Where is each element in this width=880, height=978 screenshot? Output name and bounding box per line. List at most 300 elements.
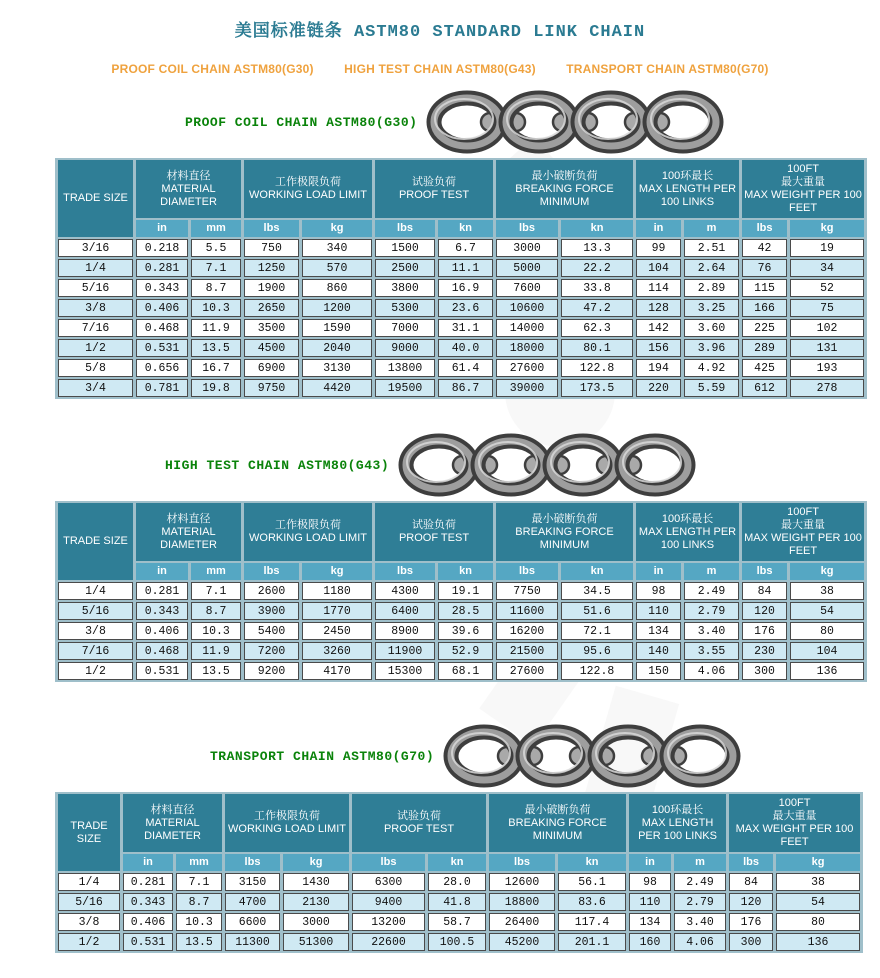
cell-value: 3000 [283,913,349,931]
header-cell-group-3: 最小破断负荷 BREAKING FORCE MINIMUM [496,503,633,561]
cell-value: 0.218 [136,239,188,257]
table-row [58,913,860,931]
cell-value: 166 [742,299,787,317]
cell-value: 2.64 [684,259,739,277]
cell-value: 160 [629,933,671,951]
spec-table-g70 [55,792,863,953]
cell-value: 19.8 [191,379,241,397]
cell-value: 4700 [225,893,280,911]
header-cell-group-2: 试验负荷 PROOF TEST [375,160,493,218]
cell-value: 27600 [496,359,558,377]
cell-value: 8.7 [191,602,241,620]
cell-value: 102 [790,319,864,337]
cell-value: 31.1 [438,319,493,337]
cell-value: 72.1 [561,622,633,640]
cell-value: 2130 [283,893,349,911]
table-row [58,662,864,680]
cell-value: 4420 [302,379,372,397]
cell-value: 860 [302,279,372,297]
cell-trade-size: 3/8 [58,299,133,317]
header-cell-group-2: 试验负荷 PROOF TEST [375,503,493,561]
cell-value: 7000 [375,319,435,337]
cell-value: 278 [790,379,864,397]
unit-cell-1-1: kg [283,854,349,871]
section-head-g70 [210,724,880,788]
cell-value: 115 [742,279,787,297]
table-row [58,259,864,277]
unit-cell-2-1: kn [438,563,493,580]
cell-value: 11600 [496,602,558,620]
cell-value: 1180 [302,582,372,600]
cell-value: 120 [742,602,787,620]
cell-value: 7.1 [176,873,222,891]
cell-value: 230 [742,642,787,660]
cell-value: 23.6 [438,299,493,317]
cell-value: 7.1 [191,259,241,277]
cell-value: 7600 [496,279,558,297]
cell-value: 0.281 [123,873,173,891]
cell-value: 41.8 [428,893,486,911]
cell-value: 18800 [489,893,555,911]
cell-value: 340 [302,239,372,257]
cell-value: 9000 [375,339,435,357]
unit-cell-3-0: lbs [496,220,558,237]
unit-cell-4-0: in [636,220,681,237]
cell-trade-size: 5/16 [58,602,133,620]
cell-value: 2500 [375,259,435,277]
unit-cell-3-0: lbs [496,563,558,580]
unit-cell-2-1: kn [428,854,486,871]
unit-cell-5-0: lbs [742,220,787,237]
section-head-g43 [165,433,880,497]
unit-cell-1-0: lbs [244,220,299,237]
cell-value: 10.3 [176,913,222,931]
cell-value: 4.06 [674,933,726,951]
cell-value: 16200 [496,622,558,640]
cell-value: 11.9 [191,319,241,337]
cell-trade-size: 3/4 [58,379,133,397]
unit-cell-3-0: lbs [489,854,555,871]
cell-value: 16.7 [191,359,241,377]
cell-trade-size: 7/16 [58,319,133,337]
cell-value: 58.7 [428,913,486,931]
cell-value: 7.1 [191,582,241,600]
cell-value: 6.7 [438,239,493,257]
cell-value: 1900 [244,279,299,297]
cell-trade-size: 7/16 [58,642,133,660]
cell-trade-size: 3/8 [58,913,120,931]
table-row [58,319,864,337]
chain-photo-g43 [397,433,697,497]
cell-value: 134 [629,913,671,931]
cell-value: 6900 [244,359,299,377]
cell-value: 10600 [496,299,558,317]
cell-value: 9750 [244,379,299,397]
cell-value: 0.531 [123,933,173,951]
section-g43 [0,433,880,682]
cell-value: 80 [776,913,860,931]
cell-value: 131 [790,339,864,357]
cell-value: 6400 [375,602,435,620]
cell-value: 27600 [496,662,558,680]
cell-value: 13800 [375,359,435,377]
table-row [58,339,864,357]
nav-link-g43[interactable]: HIGH TEST CHAIN ASTM80(G43) [344,62,536,76]
cell-trade-size: 1/4 [58,259,133,277]
cell-value: 140 [636,642,681,660]
table-row [58,239,864,257]
section-g70 [0,724,880,953]
unit-cell-2-1: kn [438,220,493,237]
cell-value: 51300 [283,933,349,951]
header-cell-group-2: 试验负荷 PROOF TEST [352,794,486,852]
cell-value: 9400 [352,893,425,911]
cell-value: 34.5 [561,582,633,600]
cell-value: 42 [742,239,787,257]
header-cell-group-5: 100FT 最大重量 MAX WEIGHT PER 100 FEET [742,160,864,218]
cell-value: 425 [742,359,787,377]
header-cell-group-4: 100环最长 MAX LENGTH PER 100 LINKS [636,160,739,218]
cell-value: 150 [636,662,681,680]
cell-value: 22.2 [561,259,633,277]
section-label-g43: HIGH TEST CHAIN ASTM80(G43) [165,457,390,473]
header-cell-trade-size: TRADE SIZE [58,503,133,580]
cell-value: 0.781 [136,379,188,397]
unit-cell-0-1: mm [191,220,241,237]
cell-value: 110 [629,893,671,911]
cell-value: 52 [790,279,864,297]
unit-cell-4-0: in [629,854,671,871]
table-row [58,582,864,600]
chain-photo-g70 [442,724,742,788]
cell-value: 0.531 [136,339,188,357]
table-row [58,379,864,397]
cell-value: 570 [302,259,372,277]
cell-trade-size: 1/2 [58,662,133,680]
cell-value: 104 [636,259,681,277]
cell-value: 4500 [244,339,299,357]
cell-value: 1770 [302,602,372,620]
cell-value: 16.9 [438,279,493,297]
header-cell-group-1: 工作极限负荷 WORKING LOAD LIMIT [244,160,372,218]
table-row [58,299,864,317]
cell-value: 0.281 [136,259,188,277]
cell-value: 11900 [375,642,435,660]
cell-value: 0.406 [123,913,173,931]
unit-cell-1-1: kg [302,220,372,237]
cell-value: 225 [742,319,787,337]
cell-value: 1250 [244,259,299,277]
table-row [58,642,864,660]
header-cell-group-5: 100FT 最大重量 MAX WEIGHT PER 100 FEET [729,794,860,852]
cell-value: 6300 [352,873,425,891]
unit-cell-3-1: kn [561,563,633,580]
top-nav [0,60,880,78]
cell-value: 120 [729,893,773,911]
cell-value: 8900 [375,622,435,640]
nav-link-g70[interactable]: TRANSPORT CHAIN ASTM80(G70) [566,62,769,76]
unit-cell-1-1: kg [302,563,372,580]
cell-value: 3.55 [684,642,739,660]
spec-table-wrap-g43 [55,501,862,682]
cell-value: 12600 [489,873,555,891]
cell-value: 176 [729,913,773,931]
cell-value: 13.5 [191,339,241,357]
cell-value: 0.343 [123,893,173,911]
header-cell-group-1: 工作极限负荷 WORKING LOAD LIMIT [244,503,372,561]
cell-value: 4300 [375,582,435,600]
cell-value: 15300 [375,662,435,680]
cell-value: 61.4 [438,359,493,377]
unit-cell-2-0: lbs [352,854,425,871]
table-row [58,893,860,911]
cell-value: 62.3 [561,319,633,337]
cell-value: 194 [636,359,681,377]
unit-cell-3-1: kn [558,854,626,871]
cell-value: 68.1 [438,662,493,680]
unit-cell-1-0: lbs [244,563,299,580]
cell-value: 136 [776,933,860,951]
cell-value: 18000 [496,339,558,357]
unit-cell-5-0: lbs [729,854,773,871]
cell-value: 0.656 [136,359,188,377]
cell-value: 22600 [352,933,425,951]
table-row [58,873,860,891]
cell-value: 173.5 [561,379,633,397]
cell-value: 13.5 [176,933,222,951]
cell-value: 3.96 [684,339,739,357]
header-cell-group-0: 材料直径 MATERIAL DIAMETER [136,160,241,218]
table-row [58,933,860,951]
cell-value: 38 [790,582,864,600]
cell-value: 80.1 [561,339,633,357]
cell-value: 0.468 [136,319,188,337]
cell-value: 0.468 [136,642,188,660]
cell-value: 8.7 [176,893,222,911]
cell-trade-size: 1/2 [58,933,120,951]
cell-value: 13.5 [191,662,241,680]
unit-cell-0-0: in [123,854,173,871]
cell-value: 2.49 [674,873,726,891]
unit-cell-5-1: kg [790,220,864,237]
page-title: 美国标准链条 ASTM80 STANDARD LINK CHAIN [234,23,646,42]
cell-value: 3000 [496,239,558,257]
cell-value: 8.7 [191,279,241,297]
sections-container [0,90,880,953]
cell-value: 3150 [225,873,280,891]
cell-value: 75 [790,299,864,317]
header-cell-trade-size: TRADE SIZE [58,794,120,871]
cell-value: 98 [636,582,681,600]
cell-value: 11300 [225,933,280,951]
cell-value: 220 [636,379,681,397]
cell-trade-size: 5/16 [58,893,120,911]
unit-cell-0-0: in [136,563,188,580]
cell-value: 7750 [496,582,558,600]
cell-value: 100.5 [428,933,486,951]
cell-trade-size: 3/8 [58,622,133,640]
unit-cell-4-1: m [684,563,739,580]
unit-cell-4-0: in [636,563,681,580]
header-cell-group-0: 材料直径 MATERIAL DIAMETER [136,503,241,561]
cell-value: 38 [776,873,860,891]
cell-value: 2.79 [684,602,739,620]
header-cell-group-4: 100环最长 MAX LENGTH PER 100 LINKS [629,794,726,852]
header-cell-group-1: 工作极限负荷 WORKING LOAD LIMIT [225,794,349,852]
cell-value: 750 [244,239,299,257]
cell-value: 104 [790,642,864,660]
cell-value: 1200 [302,299,372,317]
cell-value: 84 [742,582,787,600]
cell-value: 33.8 [561,279,633,297]
cell-value: 98 [629,873,671,891]
cell-value: 13.3 [561,239,633,257]
cell-value: 300 [729,933,773,951]
cell-value: 2.89 [684,279,739,297]
cell-value: 5.59 [684,379,739,397]
nav-link-g30[interactable]: PROOF COIL CHAIN ASTM80(G30) [111,62,314,76]
chain-photo-g30 [425,90,725,154]
unit-cell-1-0: lbs [225,854,280,871]
cell-value: 2.49 [684,582,739,600]
header-cell-group-3: 最小破断负荷 BREAKING FORCE MINIMUM [489,794,626,852]
cell-value: 54 [790,602,864,620]
cell-value: 193 [790,359,864,377]
cell-trade-size: 3/16 [58,239,133,257]
cell-value: 3130 [302,359,372,377]
cell-value: 95.6 [561,642,633,660]
cell-value: 40.0 [438,339,493,357]
cell-value: 3.60 [684,319,739,337]
cell-value: 10.3 [191,622,241,640]
table-row [58,279,864,297]
cell-value: 54 [776,893,860,911]
table-row [58,602,864,620]
cell-value: 26400 [489,913,555,931]
unit-cell-2-0: lbs [375,220,435,237]
cell-value: 114 [636,279,681,297]
cell-value: 45200 [489,933,555,951]
cell-value: 142 [636,319,681,337]
spec-table-g43 [55,501,867,682]
cell-trade-size: 1/4 [58,873,120,891]
cell-value: 99 [636,239,681,257]
table-row [58,622,864,640]
cell-value: 3800 [375,279,435,297]
cell-value: 122.8 [561,662,633,680]
unit-cell-4-1: m [684,220,739,237]
cell-value: 19.1 [438,582,493,600]
cell-value: 612 [742,379,787,397]
cell-value: 0.343 [136,602,188,620]
cell-value: 0.281 [136,582,188,600]
cell-value: 110 [636,602,681,620]
unit-cell-5-0: lbs [742,563,787,580]
cell-value: 19500 [375,379,435,397]
cell-value: 5400 [244,622,299,640]
cell-value: 52.9 [438,642,493,660]
cell-value: 2040 [302,339,372,357]
cell-value: 3500 [244,319,299,337]
cell-value: 3.40 [684,622,739,640]
cell-value: 128 [636,299,681,317]
cell-value: 86.7 [438,379,493,397]
cell-value: 156 [636,339,681,357]
cell-value: 176 [742,622,787,640]
cell-value: 83.6 [558,893,626,911]
spec-table-wrap-g70 [55,792,854,953]
cell-value: 300 [742,662,787,680]
cell-value: 2600 [244,582,299,600]
cell-value: 84 [729,873,773,891]
cell-value: 3260 [302,642,372,660]
table-row [58,359,864,377]
cell-value: 6600 [225,913,280,931]
unit-cell-4-1: m [674,854,726,871]
cell-value: 56.1 [558,873,626,891]
section-g30 [0,90,880,399]
unit-cell-2-0: lbs [375,563,435,580]
cell-value: 51.6 [561,602,633,620]
cell-value: 21500 [496,642,558,660]
cell-value: 4.06 [684,662,739,680]
cell-value: 0.406 [136,299,188,317]
cell-value: 1590 [302,319,372,337]
cell-value: 2.51 [684,239,739,257]
cell-trade-size: 1/4 [58,582,133,600]
cell-value: 201.1 [558,933,626,951]
cell-trade-size: 1/2 [58,339,133,357]
cell-value: 0.343 [136,279,188,297]
cell-value: 47.2 [561,299,633,317]
cell-value: 39000 [496,379,558,397]
cell-value: 1430 [283,873,349,891]
cell-value: 3900 [244,602,299,620]
cell-value: 0.531 [136,662,188,680]
cell-value: 1500 [375,239,435,257]
cell-value: 0.406 [136,622,188,640]
unit-cell-3-1: kn [561,220,633,237]
unit-cell-5-1: kg [776,854,860,871]
cell-value: 7200 [244,642,299,660]
cell-value: 4170 [302,662,372,680]
cell-value: 19 [790,239,864,257]
cell-trade-size: 5/8 [58,359,133,377]
header-cell-group-4: 100环最长 MAX LENGTH PER 100 LINKS [636,503,739,561]
header-cell-group-0: 材料直径 MATERIAL DIAMETER [123,794,222,852]
cell-value: 136 [790,662,864,680]
cell-value: 11.9 [191,642,241,660]
section-head-g30 [185,90,880,154]
cell-value: 34 [790,259,864,277]
cell-value: 122.8 [561,359,633,377]
cell-value: 3.25 [684,299,739,317]
cell-value: 5000 [496,259,558,277]
cell-value: 2650 [244,299,299,317]
spec-table-g30 [55,158,867,399]
unit-cell-0-1: mm [176,854,222,871]
cell-value: 2450 [302,622,372,640]
cell-value: 39.6 [438,622,493,640]
cell-value: 28.0 [428,873,486,891]
cell-value: 9200 [244,662,299,680]
cell-value: 76 [742,259,787,277]
cell-value: 4.92 [684,359,739,377]
header-cell-group-5: 100FT 最大重量 MAX WEIGHT PER 100 FEET [742,503,864,561]
cell-value: 289 [742,339,787,357]
cell-value: 117.4 [558,913,626,931]
cell-value: 11.1 [438,259,493,277]
